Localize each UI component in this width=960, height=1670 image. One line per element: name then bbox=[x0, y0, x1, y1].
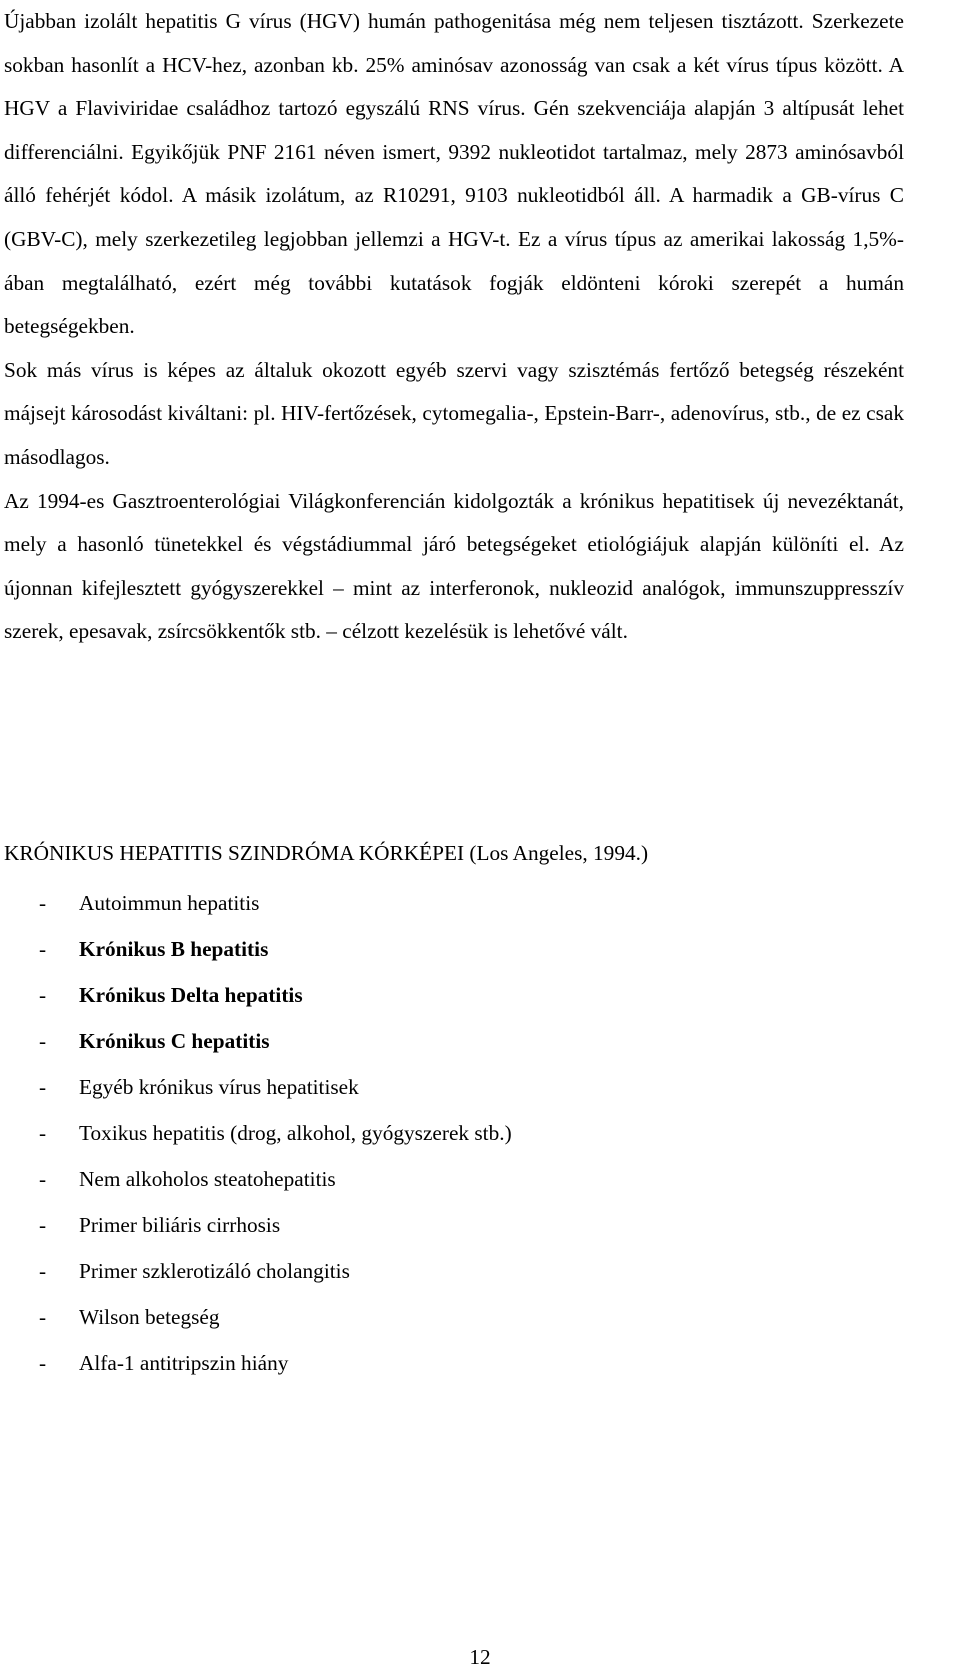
list-item-text: Nem alkoholos steatohepatitis bbox=[79, 1167, 336, 1191]
list-item bbox=[39, 1156, 512, 1202]
list-item bbox=[39, 1294, 512, 1340]
list-item bbox=[39, 1202, 512, 1248]
paragraph-other-viruses: Sok más vírus is képes az általuk okozott egyéb szervi vagy szisztémás fertőző betegség részeként májsejt károsodást kiváltani: pl. HIV-fertőzések, cytomegalia-, Epstein-Barr-, adenovírus, stb., de ez csak másodlagos. bbox=[4, 357, 904, 469]
list-item bbox=[39, 926, 512, 972]
list-dash: - bbox=[39, 1213, 47, 1237]
list-dash: - bbox=[39, 891, 47, 915]
list-item-text: Autoimmun hepatitis bbox=[79, 891, 260, 915]
list-item-text: Krónikus B hepatitis bbox=[79, 937, 269, 961]
list-item-text: Egyéb krónikus vírus hepatitisek bbox=[79, 1075, 359, 1099]
body-text bbox=[4, 0, 904, 654]
list-item-text: Primer szklerotizáló cholangitis bbox=[79, 1259, 350, 1283]
list-item bbox=[39, 1018, 512, 1064]
list-dash: - bbox=[39, 1167, 47, 1191]
list-item bbox=[39, 972, 512, 1018]
list-item bbox=[39, 1340, 512, 1386]
paragraph-nomenclature: Az 1994-es Gasztroenterológiai Világkonferencián kidolgozták a krónikus hepatitisek új nevezéktanát, mely a hasonló tünetekkel és végstádiummal járó betegségeket etiológiájuk alapján különíti el. Az újonnan kifejlesztett gyógyszerekkel – mint az interferonok, nukleozid analógok, immunszuppresszív szerek, epesavak, zsírcsökkentők stb. – célzott kezelésük is lehetővé vált. bbox=[4, 488, 904, 644]
list-dash: - bbox=[39, 1029, 47, 1053]
section-title: KRÓNIKUS HEPATITIS SZINDRÓMA KÓRKÉPEI (Los Angeles, 1994.) bbox=[4, 841, 649, 865]
list-item-text: Krónikus C hepatitis bbox=[79, 1029, 270, 1053]
page-number: 12 bbox=[469, 1645, 491, 1669]
list-item-text: Krónikus Delta hepatitis bbox=[79, 983, 303, 1007]
list-dash: - bbox=[39, 1351, 47, 1375]
list-dash: - bbox=[39, 1259, 47, 1283]
list-item-text: Alfa-1 antitripszin hiány bbox=[79, 1351, 289, 1375]
list-dash: - bbox=[39, 937, 47, 961]
list-dash: - bbox=[39, 983, 47, 1007]
list-item-text: Primer biliáris cirrhosis bbox=[79, 1213, 281, 1237]
list-item bbox=[39, 1248, 512, 1294]
list-dash: - bbox=[39, 1075, 47, 1099]
list-item bbox=[39, 1064, 512, 1110]
list-dash: - bbox=[39, 1305, 47, 1329]
list-item bbox=[39, 880, 512, 926]
list-item-text: Toxikus hepatitis (drog, alkohol, gyógyszerek stb.) bbox=[79, 1121, 512, 1145]
list-item bbox=[39, 1110, 512, 1156]
syndrome-list bbox=[39, 880, 512, 1386]
list-dash: - bbox=[39, 1121, 47, 1145]
paragraph-hgv: Újabban izolált hepatitis G vírus (HGV) humán pathogenitása még nem teljesen tisztázott. Szerkezete sokban hasonlít a HCV-hez, azonban kb. 25% aminósav azonosság van csak a két vírus típus között. A HGV a Flaviviridae családhoz tartozó egyszálú RNS vírus. Gén szekvenciája alapján 3 altípusát lehet differenciálni. Egyikőjük PNF 2161 néven ismert, 9392 nukleotidot tartalmaz, mely 2873 aminósavból álló fehérjét kódol. A másik izolátum, az R10291, 9103 nukleotidból áll. A harmadik a GB-vírus C (GBV-C), mely szerkezetileg legjobban jellemzi a HGV-t. Ez a vírus típus az amerikai lakosság 1,5%-ában megtalálható, ezért még további kutatások fogják eldönteni kóroki szerepét a humán betegségekben. bbox=[4, 9, 904, 339]
list-item-text: Wilson betegség bbox=[79, 1305, 220, 1329]
